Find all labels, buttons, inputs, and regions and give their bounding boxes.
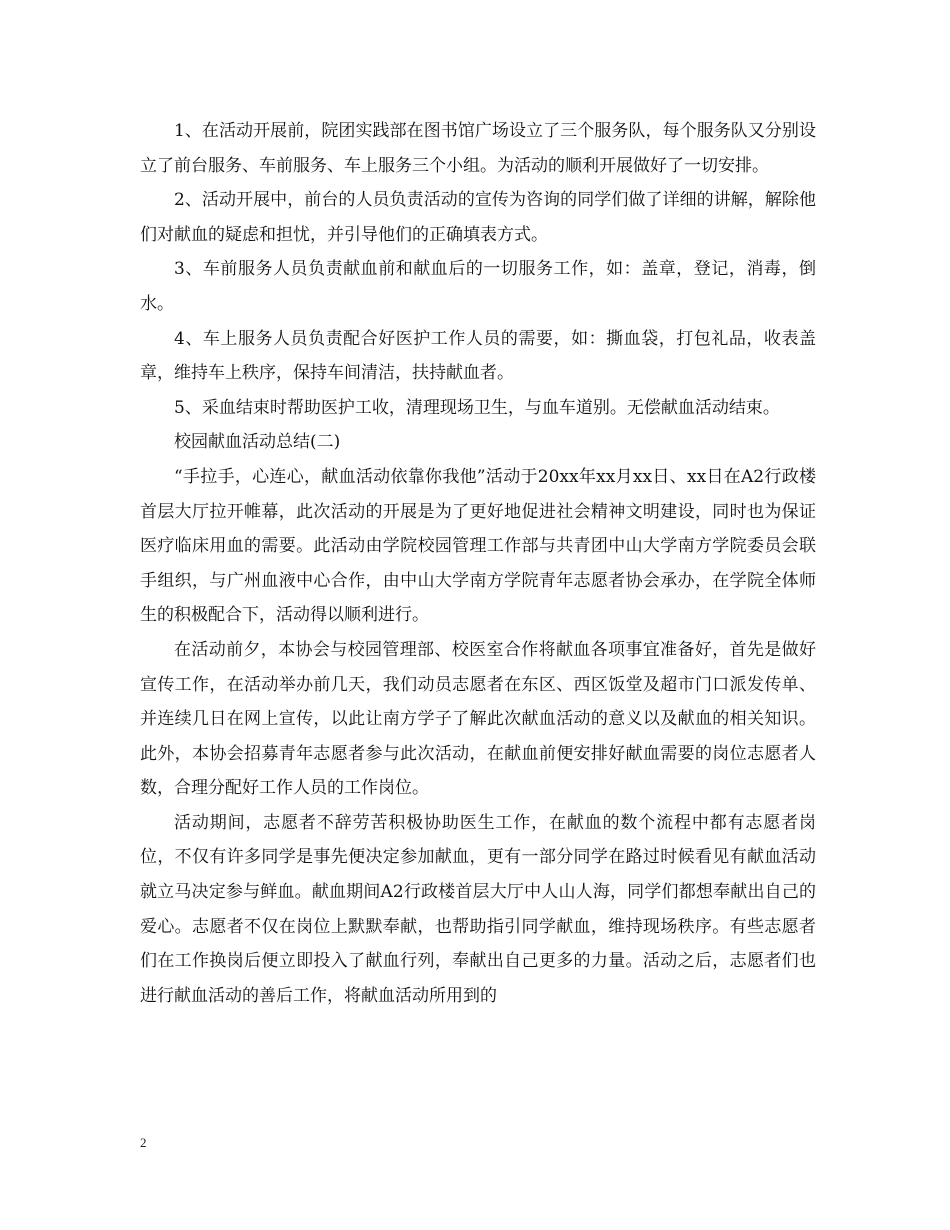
page-number: 2 [140, 1135, 147, 1150]
paragraph-item-5: 5、采血结束时帮助医护工收，清理现场卫生，与血车道别。无偿献血活动结束。 [174, 397, 780, 418]
paragraph-intro: “手拉手，心连心，献血活动依靠你我他”活动于20xx年xx月xx日、xx日在A2行政楼首层大厅拉开帷幕，此次活动的开展是为了更好地促进社会精神文明建设，同时也为保证医疗临床用血的需要。此活动由学院校园管理工作部与共青团中山大学南方学院委员会联手组织，与广州血液中心合作，由中山大学南方学院青年志愿者协会承办，在学院全体师生的积极配合下，活动得以顺利进行。 [140, 466, 816, 626]
paragraph-item-2: 2、活动开展中，前台的人员负责活动的宣传为咨询的同学们做了详细的讲解，解除他们对献血的疑虑和担忧，并引导他们的正确填表方式。 [140, 190, 816, 245]
paragraph-item-4: 4、车上服务人员负责配合好医护工作人员的需要，如：撕血袋，打包礼品，收表盖章，维持车上秩序，保持车间清洁，扶持献血者。 [140, 328, 816, 384]
paragraph-item-3: 3、车前服务人员负责献血前和献血后的一切服务工作，如：盖章，登记，消毒，倒水。 [140, 259, 816, 314]
paragraph-preparation: 在活动前夕，本协会与校园管理部、校医室合作将献血各项事宜准备好，首先是做好宣传工作，在活动举办前几天，我们动员志愿者在东区、西区饭堂及超市门口派发传单、并连续几日在网上宣传，以此让南方学子了解此次献血活动的意义以及献血的相关知识。此外，本协会招募青年志愿者参与此次活动，在献血前便安排好献血需要的岗位志愿者人数，合理分配好工作人员的工作岗位。 [140, 639, 816, 799]
paragraph-item-1: 1、在活动开展前，院团实践部在图书馆广场设立了三个服务队，每个服务队又分别设立了前台服务、车前服务、车上服务三个小组。为活动的顺利开展做好了一切安排。 [140, 121, 816, 176]
document-body [140, 114, 816, 1013]
section-heading: 校园献血活动总结(二) [174, 432, 341, 453]
paragraph-activity-period: 活动期间，志愿者不辞劳苦积极协助医生工作，在献血的数个流程中都有志愿者岗位，不仅有许多同学是事先便决定参加献血，更有一部分同学在路过时候看见有献血活动就立马决定参与鲜血。献血期间A2行政楼首层大厅中人山人海，同学们都想奉献出自己的爱心。志愿者不仅在岗位上默默奉献，也帮助指引同学献血，维持现场秩序。有些志愿者们在工作换岗后便立即投入了献血行列，奉献出自己更多的力量。活动之后，志愿者们也进行献血活动的善后工作，将献血活动所用到的 [140, 812, 816, 1006]
